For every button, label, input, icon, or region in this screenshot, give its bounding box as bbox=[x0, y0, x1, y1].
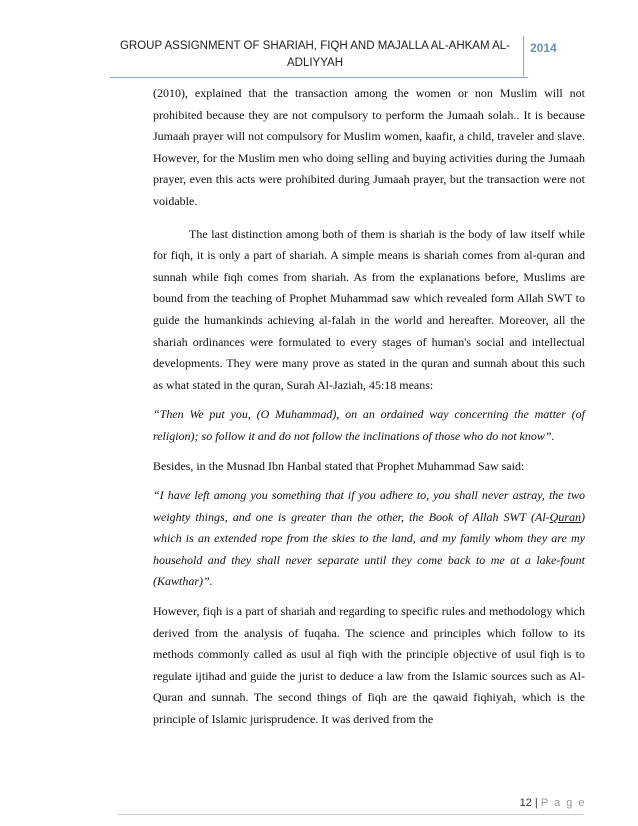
page-footer bbox=[520, 797, 586, 809]
quote-hadith-part-2: ) which is an extended rope from the skies to the land, and my family whom they are my household and they shall never separate until they come back to me at a lake-fount (Kawthar)”. bbox=[153, 509, 585, 589]
footer-separator: | bbox=[534, 797, 538, 809]
page-header bbox=[110, 36, 584, 76]
body-text bbox=[153, 83, 585, 739]
footer-rule bbox=[118, 814, 584, 815]
quote-hadith-part-1: “I have left among you something that if you adhere to, you shall never astray, the two weighty things, and one is greater than the other, the Book of Allah SWT (Al- bbox=[153, 488, 585, 524]
paragraph-2: The last distinction among both of them is shariah is the body of law itself while for fiqh, it is only a part of shariah. A simple means is shariah comes from al-quran and sunnah while fiqh comes from shariah. As from the explanations before, Muslims are bound from the teaching of Prophet Muhammad saw which revealed form Allah SWT to guide the humankinds achieving al-falah in the world and hereafter. Moreover, all the shariah ordinances were formulated to every stages of human's social and intellectual developments. They were many prove as stated in the quran and sunnah about this such as what stated in the quran, Surah Al-Jaziah, 45:18 means: bbox=[153, 226, 585, 392]
quote-surah: “Then We put you, (O Muhammad), on an ordained way concerning the matter (of religion); so follow it and do not follow the inclinations of those who do not know”. bbox=[153, 407, 585, 443]
header-year: 2014 bbox=[530, 41, 557, 55]
paragraph-3: Besides, in the Musnad Ibn Hanbal stated that Prophet Muhammad Saw said: bbox=[153, 458, 525, 473]
paragraph-1: (2010), explained that the transaction among the women or non Muslim will not prohibited because they are not compulsory to perform the Jumaah solah.. It is because Jumaah prayer will not compulsory for Muslim women, kaafir, a child, traveler and slave. However, for the Muslim men who doing selling and buying activities during the Jumaah prayer, even this acts were prohibited during Jumaah prayer, but the transaction were not voidable. bbox=[153, 86, 585, 208]
paragraph-4: However, fiqh is a part of shariah and regarding to specific rules and methodology which derived from the analysis of fuqaha. The science and principles which follow to its methods commonly called as usul al fiqh with the principle objective of usul fiqh is to regulate ijtihad and guide the jurist to deduce a law from the Islamic sources such as Al- Quran and sunnah. The second things of fiqh are the qawaid fiqhiyah, which is the principle of Islamic jurisprudence. It was derived from the bbox=[153, 604, 585, 727]
header-divider bbox=[523, 36, 524, 76]
header-title-line-2: ADLIYYAH bbox=[286, 57, 344, 69]
header-rule bbox=[110, 77, 528, 78]
quote-hadith-underlined: Quran bbox=[549, 509, 581, 524]
page-word: P a g e bbox=[540, 797, 586, 809]
header-title bbox=[110, 38, 520, 72]
page-number: 12 bbox=[519, 797, 532, 809]
quote-hadith bbox=[153, 485, 585, 593]
header-title-line-1: GROUP ASSIGNMENT OF SHARIAH, FIQH AND MAJALLA AL-AHKAM AL- bbox=[119, 40, 511, 52]
